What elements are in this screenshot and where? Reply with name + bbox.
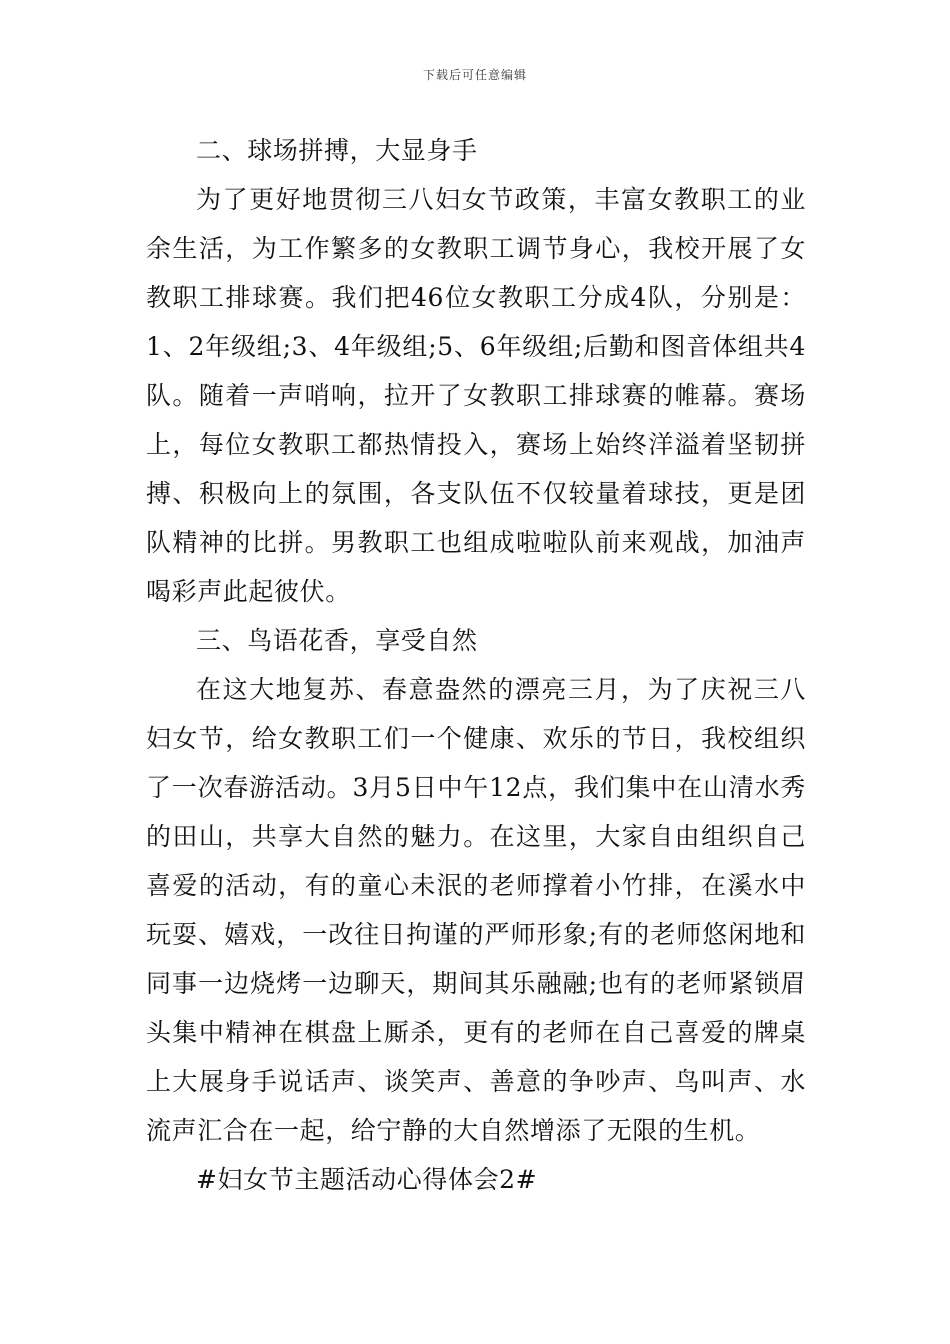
page-header: 下载后可任意编辑 (422, 68, 527, 82)
section-title-spring-outing: 三、鸟语花香，享受自然 (196, 626, 478, 655)
paragraph-volleyball: 为了更好地贯彻三八妇女节政策，丰富女教职工的业余生活，为工作繁多的女教职工调节身心，我校开展了女教职工排球赛。我们把46位女教职工分成4队，分别是：1、2年级组;3、4年级组;5、6年级组;后勤和图音体组共4队。随着一声哨响，拉开了女教职工排球赛的帷幕。赛场上，每位女教职工都热情投入，赛场上始终洋溢着坚韧拼搏、积极向上的氛围，各支队伍不仅较量着球技，更是团队精神的比拼。男教职工也组成啦啦队前来观战，加油声喝彩声此起彼伏。 (146, 185, 806, 606)
next-article-heading: #妇女节主题活动心得体会2# (196, 1165, 538, 1194)
document-body (146, 126, 806, 1204)
section-title-volleyball: 二、球场拼搏，大显身手 (196, 136, 478, 165)
paragraph-spring-outing: 在这大地复苏、春意盎然的漂亮三月，为了庆祝三八妇女节，给女教职工们一个健康、欢乐的节日，我校组织了一次春游活动。3月5日中午12点，我们集中在山清水秀的田山，共享大自然的魅力。在这里，大家自由组织自己喜爱的活动，有的童心未泯的老师撑着小竹排，在溪水中玩耍、嬉戏，一改往日拘谨的严师形象;有的老师悠闲地和同事一边烧烤一边聊天，期间其乐融融;也有的老师紧锁眉头集中精神在棋盘上厮杀，更有的老师在自己喜爱的牌桌上大展身手说话声、谈笑声、善意的争吵声、鸟叫声、水流声汇合在一起，给宁静的大自然增添了无限的生机。 (146, 675, 806, 1145)
